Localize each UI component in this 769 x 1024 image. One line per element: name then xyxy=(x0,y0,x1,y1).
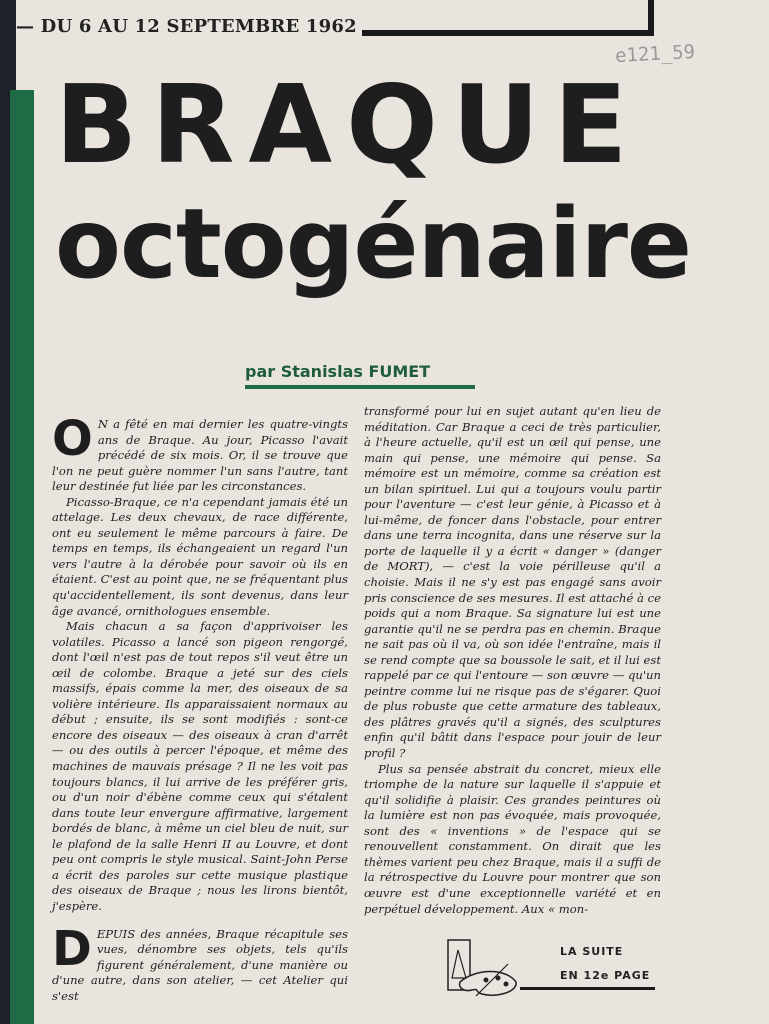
header-rule-vertical xyxy=(648,0,654,36)
paragraph: Mais chacun a sa façon d'apprivoiser les volatiles. Picasso a lancé son pigeon rengorgé, dont l'œil n'est pas de tout repos s'il veut être un œil de colombe. Braque a jeté sur des ciels massifs, épais comme la mer, des oiseaux de sa volière intérieure. Ils apparaissaient normaux au début ; ensuite, ils se sont modifiés : sont-ce encore des oiseaux — des oiseaux à cran d'arrêt — ou des outils à percer l'époque, et même des machines de mauvais présage ? Il ne les voit pas toujours blancs, il lui arrive de les préférer gris, ou d'un noir d'ébène comme ceux qui s'étalent dans toute leur envergure affirmative, largement bordés de blanc, à même un ciel bleu de nuit, sur le plafond de la salle Henri II au Louvre, et dont peu ont compris le style musical. Saint-John Perse a écrit des paroles sur cette musique plastique des oiseaux de Braque ; nous les lirons bientôt, j'espère. xyxy=(52,619,348,913)
paragraph: Plus sa pensée abstrait du concret, mieux elle triomphe de la nature sur laquelle il s'appuie et qu'il solidifie à plaisir. Ces grandes peintures où la lumière est non pas évoquée, mais provoquée, sont des « inventions » de l'espace qui se renouvellent constamment. On dirait que les thèmes varient peu chez Braque, mais il a suffi de la rétrospective du Louvre pour montrer que son œuvre est d'une exceptionnelle variété et en perpétuel développement. Aux « mon- xyxy=(364,761,661,916)
green-accent-bar xyxy=(10,90,34,1024)
dateline: — DU 6 AU 12 SEPTEMBRE 1962 xyxy=(16,16,357,37)
paragraph: Picasso-Braque, ce n'a cependant jamais été un attelage. Les deux chevaux, de race différente, ont eu seulement le même parcours à faire. De temps en temps, ils échangeaient un regard l'un vers l'autre à la dérobée pour savoir où ils en étaient. C'est au point que, ne se fréquentant plus qu'accidentellement, ils sont devenus, dans leur âge avancé, ornithologues ensemble. xyxy=(52,494,348,618)
article-column-2 xyxy=(364,404,661,917)
byline-underline xyxy=(245,385,475,389)
headline-line1: BRAQUE xyxy=(55,63,642,188)
paragraph: N a fêté en mai dernier les quatre-vingts ans de Braque. Au jour, Picasso l'avait précédé de six mois. Or, il se trouve que l'on ne peut guère nommer l'un sans l'autre, tant leur destinée fut liée par les circonstances. xyxy=(52,417,348,494)
drop-cap: O xyxy=(52,411,93,467)
continuation-line1: LA SUITE xyxy=(560,945,624,958)
byline: par Stanislas FUMET xyxy=(245,362,431,381)
continuation-line2: EN 12e PAGE xyxy=(560,969,651,982)
continuation-note xyxy=(532,940,652,988)
header-rule xyxy=(362,30,654,36)
palette-illustration xyxy=(446,938,520,1000)
paragraph: EPUIS des années, Braque récapitule ses vues, dénombre ses objets, tels qu'ils figurent généralement, d'une manière ou d'une autre, dans son atelier, — cet Atelier qui s'est xyxy=(52,926,348,1003)
paragraph: transformé pour lui en sujet autant qu'en lieu de méditation. Car Braque a ceci de très particulier, à l'heure actuelle, qu'il est un œil qui pense, une main qui pense, une mémoire qui pense. Sa mémoire est un mémoire, comme sa création est un bilan spirituel. Lui qui a toujours voulu partir pour l'aventure — c'est leur génie, à Picasso et à lui-même, de foncer dans l'obstacle, pour entrer dans une terra incognita, dans une réserve sur la porte de laquelle il y a écrit « danger » (danger de MORT), — c'est la voie périlleuse qu'il a choisie. Mais il ne s'y est pas engagé sans avoir pris conscience de ses mesures. Il est attaché à ce poids qui a nom Braque. Sa signature lui est une garantie qu'il ne se perdra pas en chemin. Braque ne sait pas où il va, où son idée l'entraîne, mais il se rend compte que sa boussole le sait, et il lui est rappelé par ce qui l'entoure — son œuvre — qu'un peintre comme lui ne risque pas de s'égarer. Quoi de plus robuste que cette armature des tableaux, des plâtres gravés qu'il a signés, des sculptures enfin qu'il bâtit dans l'espace pour jouir de leur profil ? xyxy=(364,404,661,761)
continuation-rule xyxy=(520,987,655,990)
archive-code: e121_59 xyxy=(614,40,696,68)
article-column-1 xyxy=(52,411,348,1004)
drop-cap: D xyxy=(52,920,92,977)
headline-line2: octogénaire xyxy=(55,188,692,300)
